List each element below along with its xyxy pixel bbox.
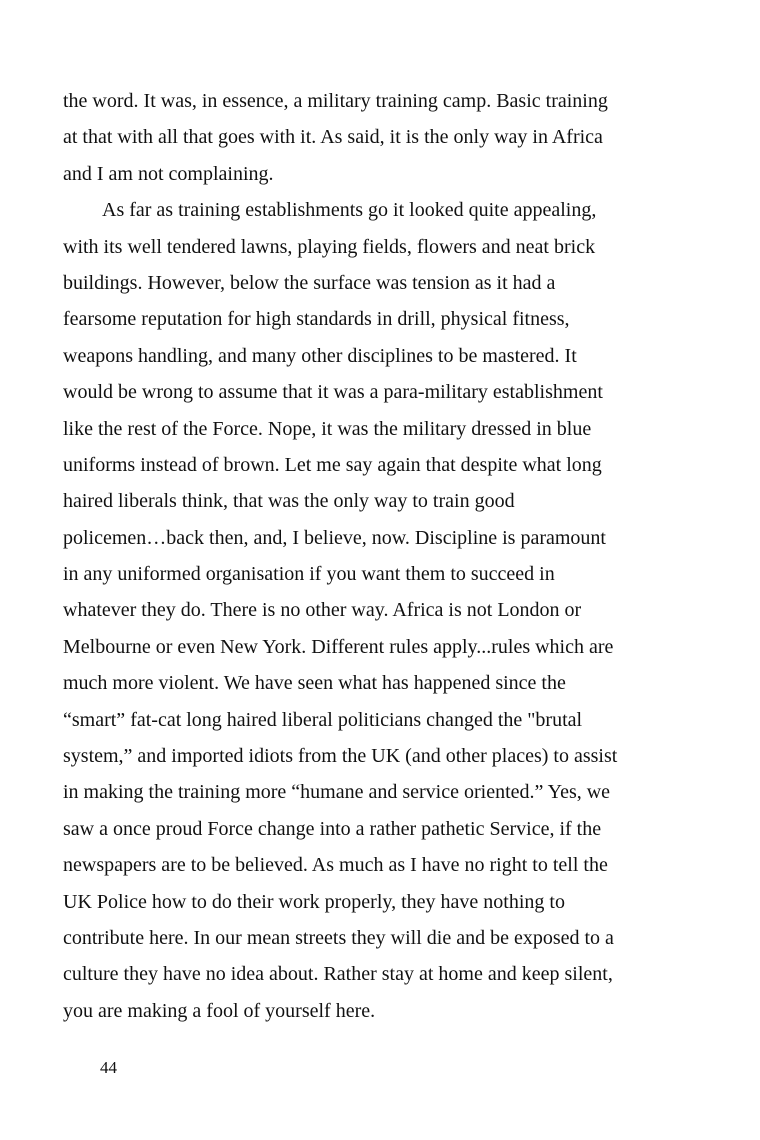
text-line: you are making a fool of yourself here. (63, 999, 376, 1022)
text-line: much more violent. We have seen what has happened since the (63, 672, 566, 695)
text-line: whatever they do. There is no other way. Africa is not London or (63, 599, 582, 622)
text-line: would be wrong to assume that it was a para-military establishment (63, 381, 603, 404)
paragraph-2 (63, 192, 703, 1029)
text-line: contribute here. In our mean streets they will die and be exposed to a (63, 926, 614, 949)
text-line-indented: As far as training establishments go it looked quite appealing, (102, 199, 597, 222)
text-line: newspapers are to be believed. As much as I have no right to tell the (63, 854, 608, 877)
text-line: system,” and imported idiots from the UK (and other places) to assist (63, 745, 618, 768)
text-line: saw a once proud Force change into a rather pathetic Service, if the (63, 817, 602, 840)
text-line: uniforms instead of brown. Let me say again that despite what long (63, 453, 602, 476)
text-line: Melbourne or even New York. Different rules apply...rules which are (63, 635, 614, 658)
paragraph-1 (63, 83, 703, 192)
text-line: haired liberals think, that was the only way to train good (63, 490, 515, 513)
text-line: weapons handling, and many other disciplines to be mastered. It (63, 344, 577, 367)
text-line: at that with all that goes with it. As said, it is the only way in Africa (63, 126, 603, 149)
text-line: buildings. However, below the surface was tension as it had a (63, 271, 556, 294)
text-line: the word. It was, in essence, a military training camp. Basic training (63, 90, 608, 112)
text-line: fearsome reputation for high standards in drill, physical fitness, (63, 308, 570, 331)
text-line: in making the training more “humane and service oriented.” Yes, we (63, 781, 611, 804)
text-line: “smart” fat-cat long haired liberal politicians changed the "brutal (63, 708, 583, 731)
text-line: and I am not complaining. (63, 162, 274, 185)
text-line: like the rest of the Force. Nope, it was the military dressed in blue (63, 417, 592, 440)
text-line: policemen…back then, and, I believe, now. Discipline is paramount (63, 526, 606, 549)
body-text (63, 83, 703, 1029)
text-line: in any uniformed organisation if you want them to succeed in (63, 563, 555, 586)
text-line: with its well tendered lawns, playing fields, flowers and neat brick (63, 235, 596, 258)
text-line: culture they have no idea about. Rather stay at home and keep silent, (63, 963, 613, 986)
page-number: 44 (100, 1058, 117, 1077)
text-line: UK Police how to do their work properly, they have nothing to (63, 890, 565, 913)
